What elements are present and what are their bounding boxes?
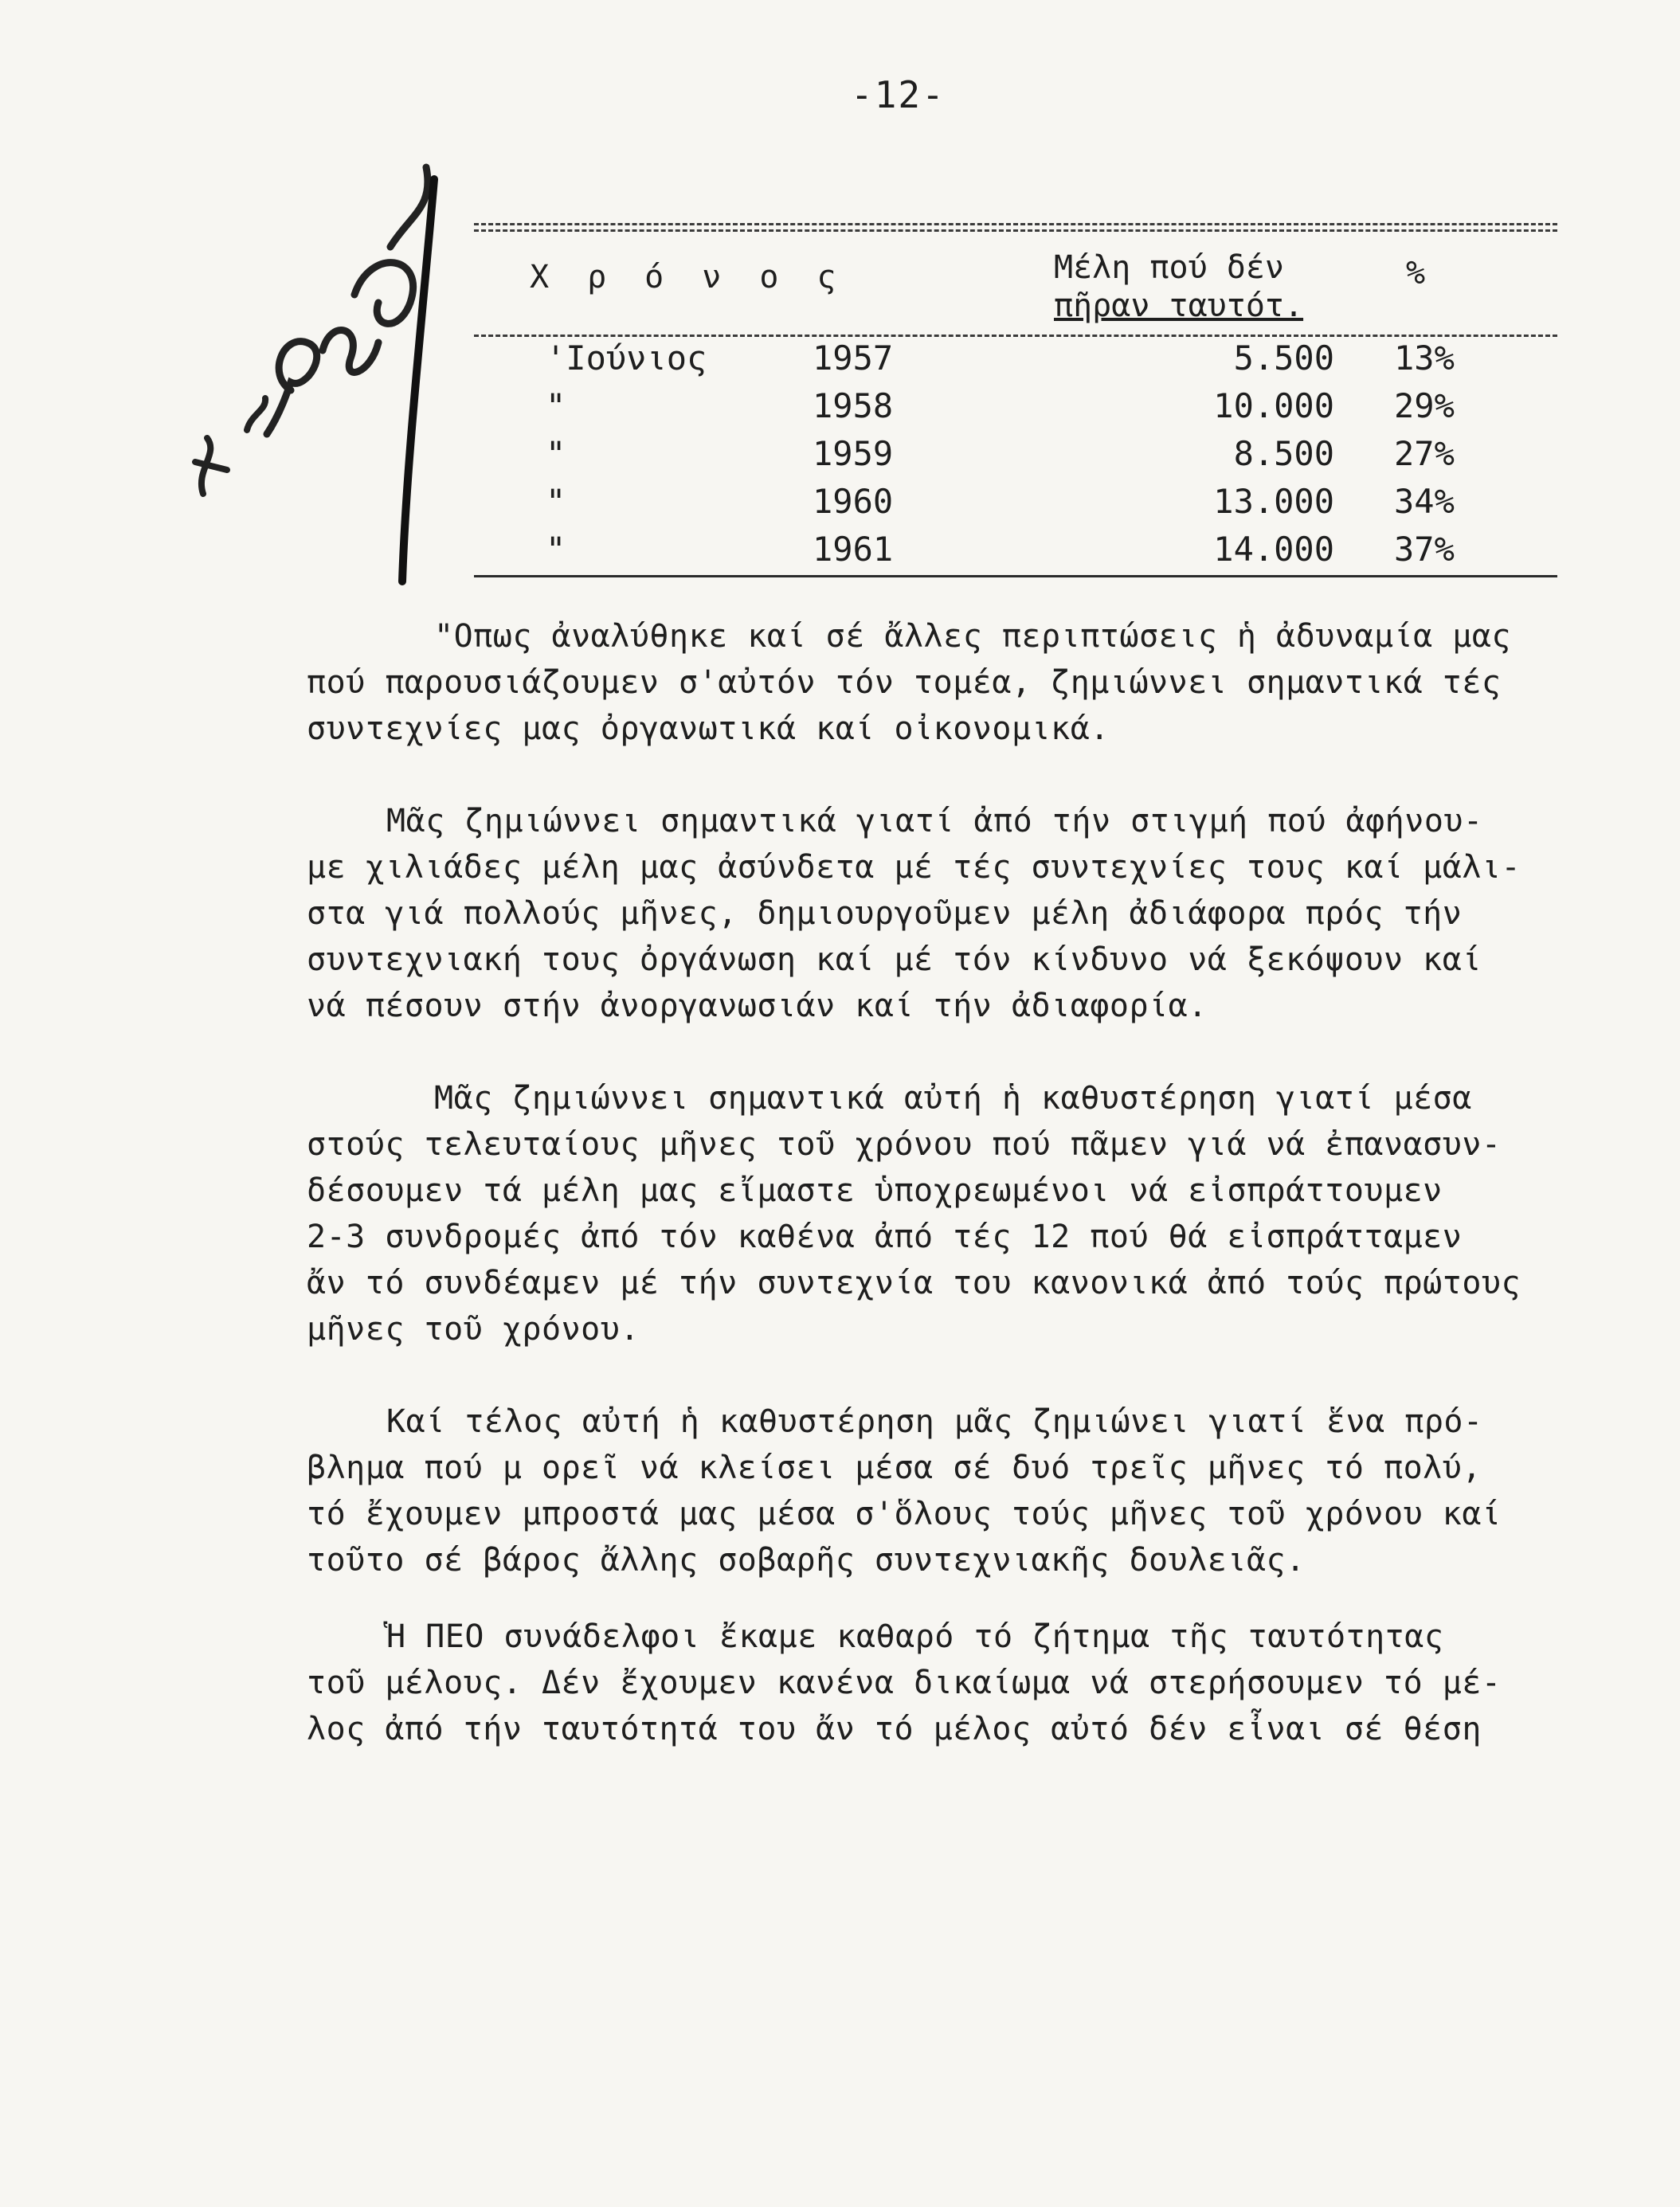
text-line: Μᾶς ζημιώννει σημαντικά αὐτή ἡ καθυστέρηση γιατί μέσα bbox=[434, 1080, 1472, 1117]
paragraph-1 bbox=[307, 613, 1589, 752]
table-row bbox=[474, 338, 1557, 386]
text-line: Ἡ ΠΕΟ συνάδελφοι ἔκαμε καθαρό τό ζήτημα τῆς ταυτότητας bbox=[386, 1618, 1444, 1655]
header-members bbox=[1054, 248, 1303, 325]
cell-month: " bbox=[546, 434, 566, 473]
text-line: ἄν τό συνδέαμεν μέ τήν συντεχνία του κανονικά ἀπό τούς πρώτους bbox=[307, 1265, 1521, 1301]
text-line: μῆνες τοῦ χρόνου. bbox=[307, 1311, 640, 1348]
cell-month: " bbox=[546, 482, 566, 521]
table-row bbox=[474, 530, 1557, 577]
paragraph-4 bbox=[307, 1399, 1589, 1583]
table-row bbox=[474, 386, 1557, 434]
text-line: "Οπως ἀναλύθηκε καί σέ ἄλλες περιπτώσεις ἡ ἀδυναμία μας bbox=[434, 618, 1512, 655]
cell-month: " bbox=[546, 386, 566, 425]
table-bottom-rule bbox=[474, 575, 1557, 577]
cell-year: 1959 bbox=[813, 434, 894, 473]
table-top-rule-2 bbox=[474, 229, 1557, 232]
cell-count: 5.500 bbox=[1233, 338, 1334, 378]
text-line: στα γιά πολλούς μῆνες, δημιουργοῦμεν μέλη ἀδιάφορα πρός τήν bbox=[307, 895, 1463, 932]
cell-percent: 34% bbox=[1394, 482, 1455, 521]
cell-percent: 13% bbox=[1394, 338, 1455, 378]
cell-month: 'Ιούνιος bbox=[546, 338, 707, 378]
cell-year: 1958 bbox=[813, 386, 894, 425]
header-year: Χρόνος bbox=[530, 259, 875, 295]
text-line: βλημα πού μ ορεῖ νά κλείσει μέσα σέ δυό τρεῖς μῆνες τό πολύ, bbox=[307, 1450, 1482, 1486]
cell-percent: 37% bbox=[1394, 530, 1455, 569]
text-line: δέσουμεν τά μέλη μας εἴμαστε ὑποχρεωμένοι νά εἰσπράττουμεν bbox=[307, 1172, 1443, 1209]
text-line: τοῦ μέλους. Δέν ἔχουμεν κανένα δικαίωμα νά στερήσουμεν τό μέ- bbox=[307, 1665, 1502, 1701]
text-line: Καί τέλος αὐτή ἡ καθυστέρηση μᾶς ζημιώνει γιατί ἕνα πρό- bbox=[386, 1403, 1483, 1440]
table-header-rule bbox=[474, 335, 1557, 337]
text-line: συντεχνιακή τους ὀργάνωση καί μέ τόν κίνδυνο νά ξεκόψουν καί bbox=[307, 941, 1482, 978]
paragraph-2 bbox=[307, 798, 1589, 1029]
paragraph-5 bbox=[307, 1614, 1589, 1752]
cell-count: 10.000 bbox=[1213, 386, 1334, 425]
text-line: 2-3 συνδρομές ἀπό τόν καθένα ἀπό τές 12 πού θά εἰσπράτταμεν bbox=[307, 1219, 1463, 1255]
text-line: πού παρουσιάζουμεν σ'αὐτόν τόν τομέα, ζημιώννει σημαντικά τές bbox=[307, 664, 1502, 701]
cell-month: " bbox=[546, 530, 566, 569]
cell-year: 1961 bbox=[813, 530, 894, 569]
text-line: στούς τελευταίους μῆνες τοῦ χρόνου πού πᾶμεν γιά νά ἐπανασυν- bbox=[307, 1126, 1502, 1163]
text-line: συντεχνίες μας ὀργανωτικά καί οἰκονομικά. bbox=[307, 710, 1110, 747]
table-top-rule bbox=[474, 223, 1557, 225]
text-line: τοῦτο σέ βάρος ἄλλης σοβαρῆς συντεχνιακῆς δουλειᾶς. bbox=[307, 1542, 1306, 1579]
cell-year: 1957 bbox=[813, 338, 894, 378]
text-line: Μᾶς ζημιώννει σημαντικά γιατί ἀπό τήν στιγμή πού ἀφήνου- bbox=[386, 803, 1483, 839]
cell-count: 14.000 bbox=[1213, 530, 1334, 569]
header-members-line1: Μέλη πού δέν bbox=[1054, 249, 1284, 286]
header-percent: % bbox=[1406, 255, 1426, 292]
text-line: τό ἔχουμεν μπροστά μας μέσα σ'ὅλους τούς μῆνες τοῦ χρόνου καί bbox=[307, 1496, 1502, 1532]
table-row bbox=[474, 434, 1557, 482]
cell-year: 1960 bbox=[813, 482, 894, 521]
text-line: λος ἀπό τήν ταυτότητά του ἄν τό μέλος αὐτό δέν εἶναι σέ θέση bbox=[307, 1711, 1482, 1747]
text-line: με χιλιάδες μέλη μας ἀσύνδετα μέ τές συντεχνίες τους καί μάλι- bbox=[307, 849, 1521, 886]
header-members-line2: πῆραν ταυτότ. bbox=[1054, 288, 1304, 324]
margin-vertical-rule bbox=[374, 175, 446, 589]
table-row bbox=[474, 482, 1557, 530]
paragraph-3 bbox=[307, 1075, 1589, 1352]
page-number: -12- bbox=[851, 73, 946, 116]
text-line: νά πέσουν στήν ἀνοργανωσιάν καί τήν ἀδιαφορία. bbox=[307, 988, 1208, 1024]
body-text bbox=[307, 613, 1589, 1798]
cell-percent: 29% bbox=[1394, 386, 1455, 425]
cell-percent: 27% bbox=[1394, 434, 1455, 473]
cell-count: 13.000 bbox=[1213, 482, 1334, 521]
cell-count: 8.500 bbox=[1233, 434, 1334, 473]
